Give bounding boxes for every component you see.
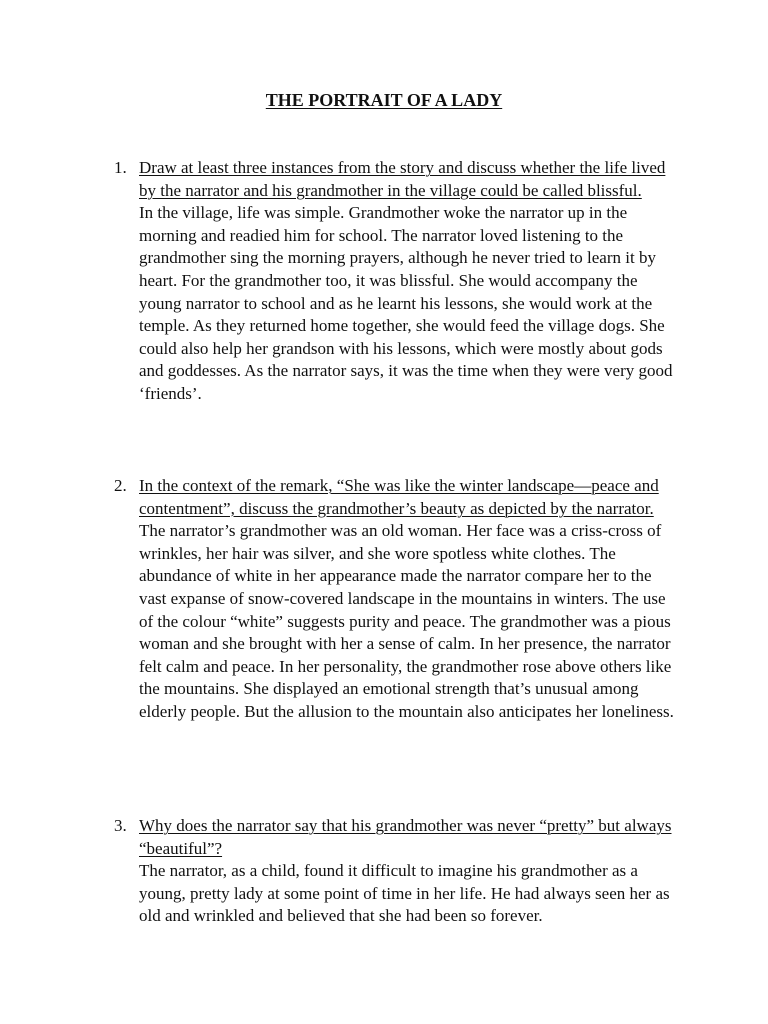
item-number: 2. bbox=[114, 476, 127, 495]
answer-text: The narrator’s grandmother was an old woman. Her face was a criss-cross of wrinkles, her hair was silver, and she wore spotless white clothes. The abundance of white in her appearance made the narrator compare her to the vast expanse of snow-covered landscape in the mountains in winters. The use of the colour “white” suggests purity and peace. The grandmother was a pious woman and she brought with her a sense of calm. In her presence, the narrator felt calm and peace. In her personality, the grandmother rose above others like the mountains. She displayed an emotional strength that’s unusual among elderly people. But the allusion to the mountain also anticipates her loneliness. bbox=[139, 521, 674, 721]
answer-text: In the village, life was simple. Grandmother woke the narrator up in the morning and readied him for school. The narrator loved listening to the grandmother sing the morning prayers, although he never tried to learn it by heart. For the grandmother too, it was blissful. She would accompany the young narrator to school and as he learnt his lessons, she would work at the temple. As they returned home together, she would feed the village dogs. She could also help her grandson with his lessons, which were mostly about gods and goddesses. As the narrator says, it was the time when they were very good ‘friends’. bbox=[139, 203, 673, 403]
item-number: 1. bbox=[114, 158, 127, 177]
question-item bbox=[114, 475, 679, 724]
question-item bbox=[114, 815, 679, 928]
question-item bbox=[114, 157, 679, 406]
question-text: Why does the narrator say that his grandmother was never “pretty” but always “beautiful”? bbox=[139, 816, 672, 858]
answer-text: The narrator, as a child, found it difficult to imagine his grandmother as a young, pretty lady at some point of time in her life. He had always seen her as old and wrinkled and believed that she had been so forever. bbox=[139, 861, 670, 926]
question-text: Draw at least three instances from the story and discuss whether the life lived by the narrator and his grandmother in the village could be called blissful. bbox=[139, 158, 666, 200]
question-text: In the context of the remark, “She was like the winter landscape—peace and contentment”, discuss the grandmother’s beauty as depicted by the narrator. bbox=[139, 476, 659, 518]
page-title: THE PORTRAIT OF A LADY bbox=[265, 90, 503, 110]
item-number: 3. bbox=[114, 816, 127, 835]
